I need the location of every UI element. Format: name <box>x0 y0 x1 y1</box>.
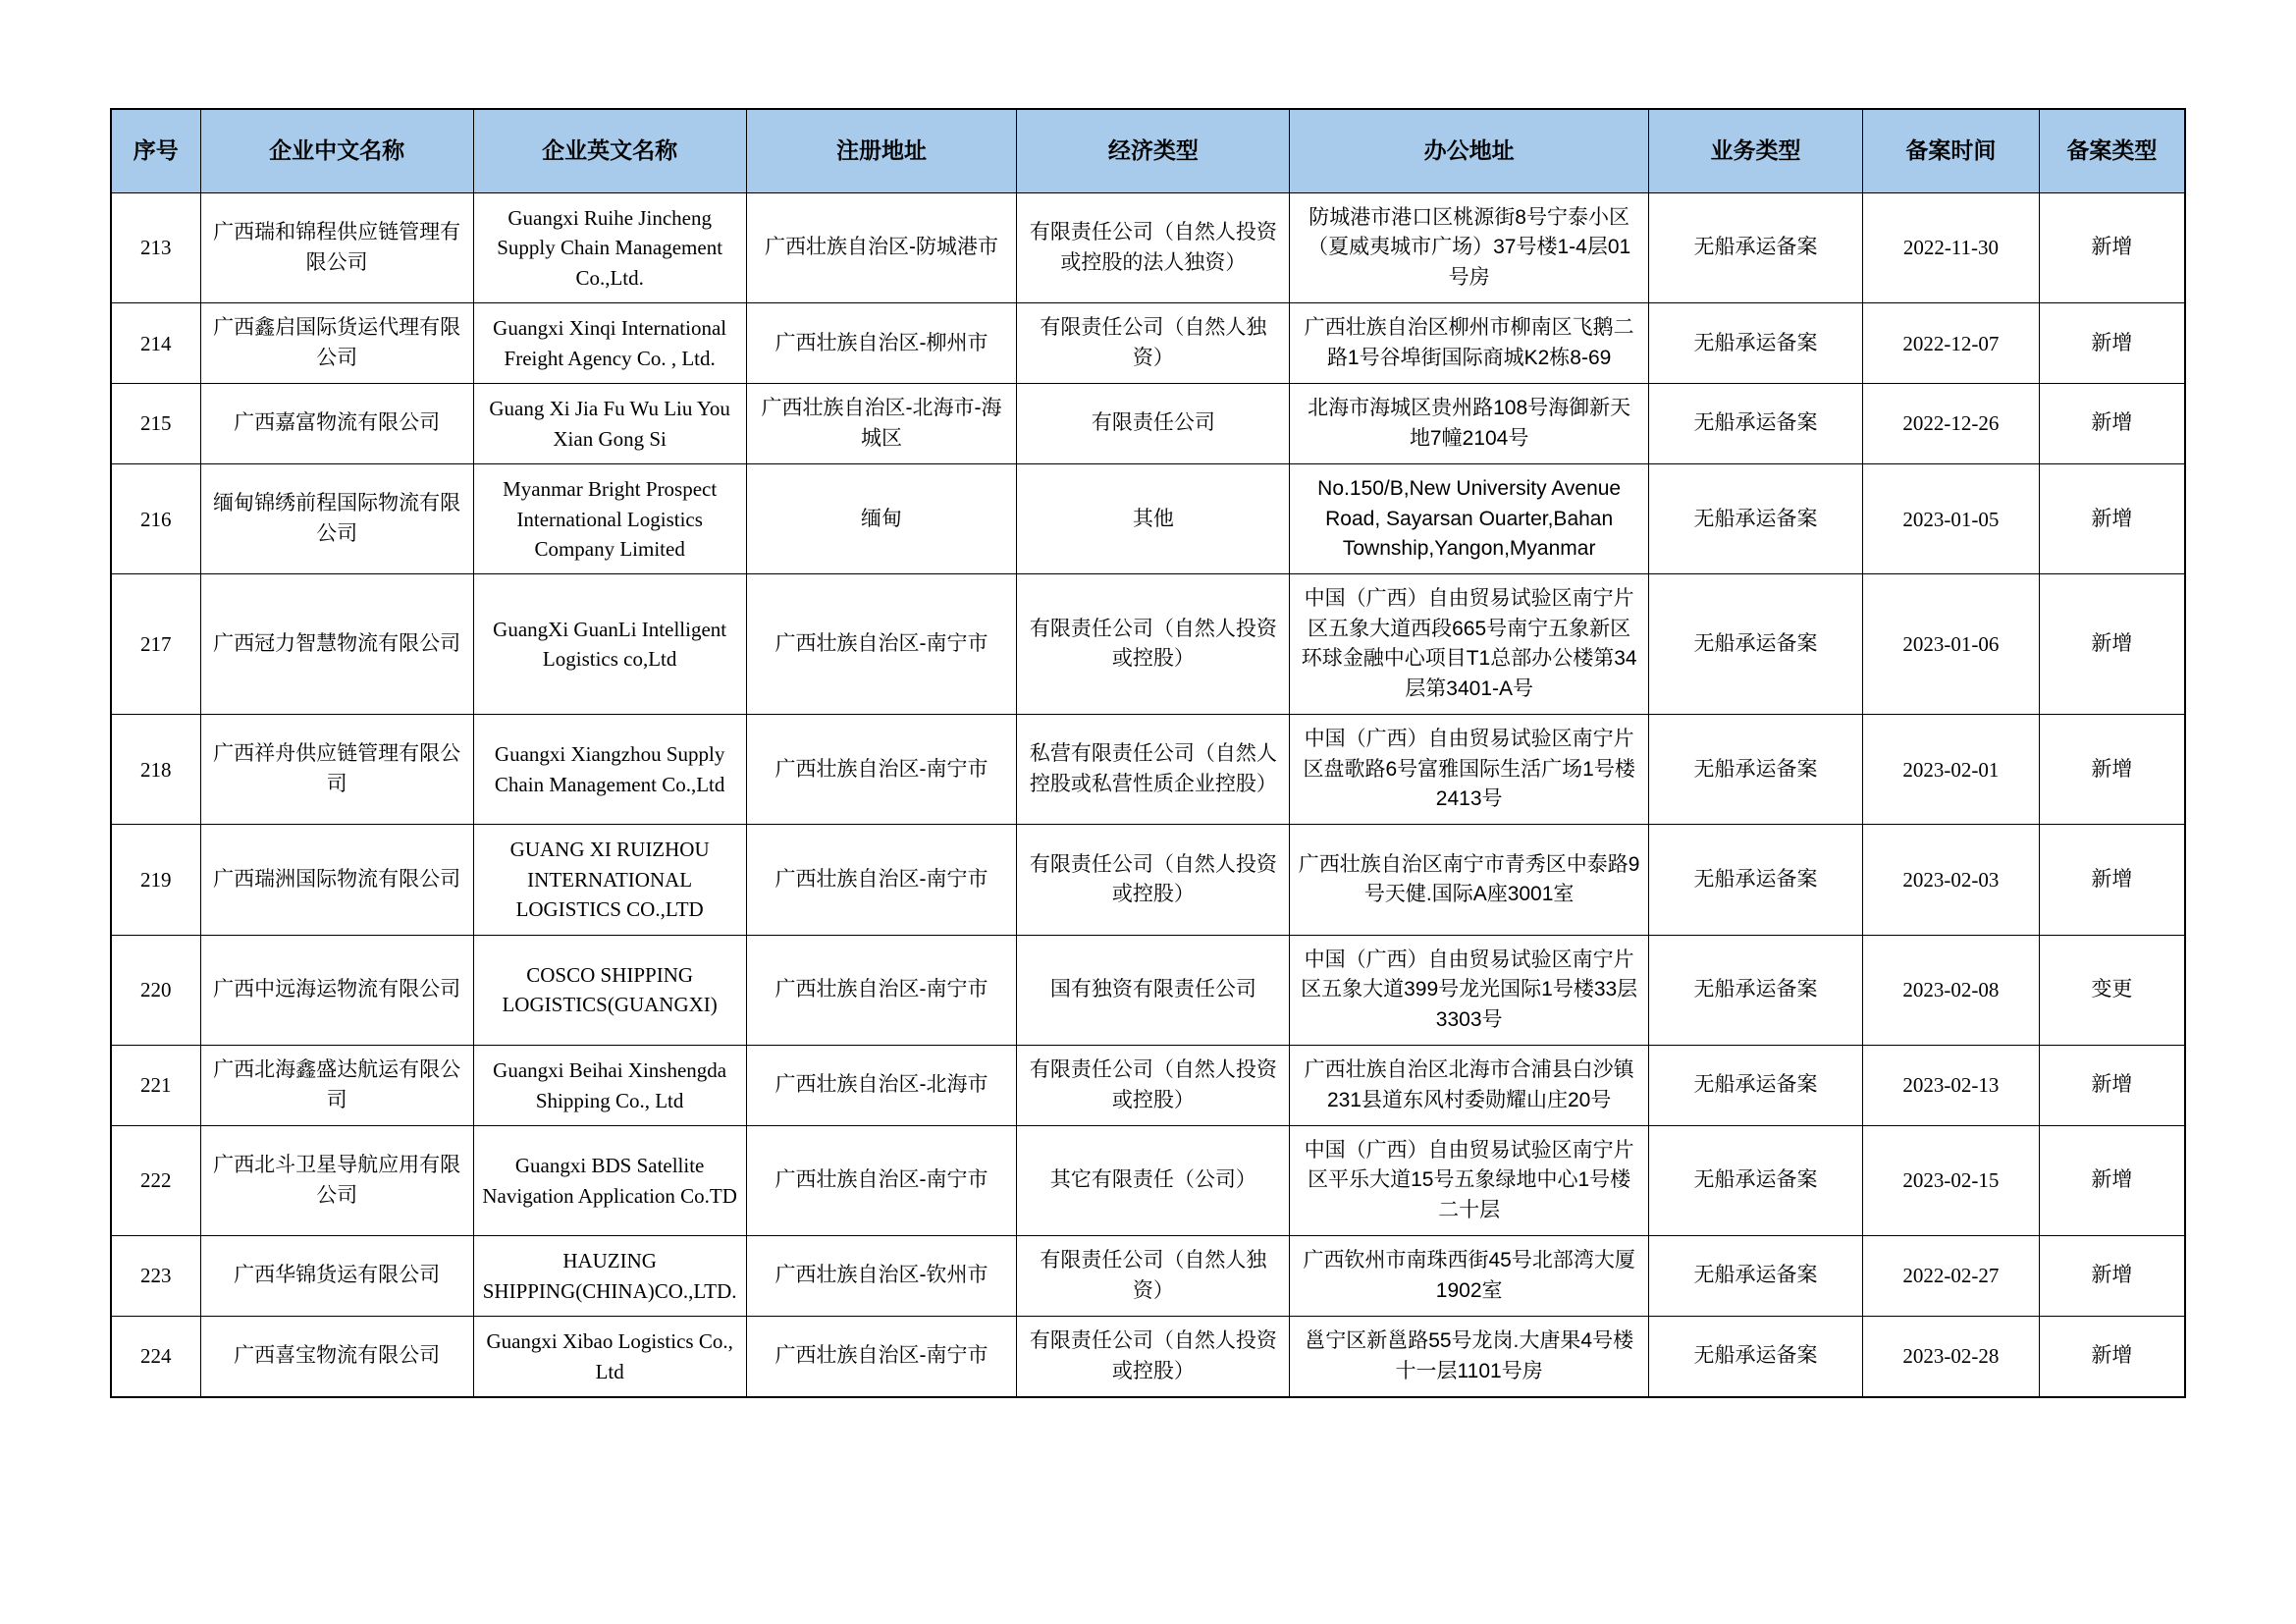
cell-office-address: 广西钦州市南珠西街45号北部湾大厦1902室 <box>1290 1236 1649 1317</box>
cell-econ-type: 有限责任公司（自然人投资或控股） <box>1017 1317 1290 1397</box>
cell-index: 216 <box>111 464 200 574</box>
column-header-record-type: 备案类型 <box>2039 109 2185 193</box>
table-row <box>111 1236 2185 1317</box>
cell-cn-name: 广西中远海运物流有限公司 <box>200 935 473 1045</box>
cell-record-type: 新增 <box>2039 574 2185 715</box>
cell-office-address: 广西壮族自治区北海市合浦县白沙镇231县道东风村委勋耀山庄20号 <box>1290 1046 1649 1126</box>
cell-biz-type: 无船承运备案 <box>1648 1236 1862 1317</box>
cell-record-type: 新增 <box>2039 825 2185 935</box>
cell-reg-address: 广西壮族自治区-防城港市 <box>746 193 1017 303</box>
cell-biz-type: 无船承运备案 <box>1648 825 1862 935</box>
cell-cn-name: 广西北海鑫盛达航运有限公司 <box>200 1046 473 1126</box>
cell-biz-type: 无船承运备案 <box>1648 935 1862 1045</box>
column-header-biz-type: 业务类型 <box>1648 109 1862 193</box>
cell-index: 221 <box>111 1046 200 1126</box>
cell-biz-type: 无船承运备案 <box>1648 574 1862 715</box>
cell-reg-address: 广西壮族自治区-南宁市 <box>746 1125 1017 1235</box>
cell-index: 215 <box>111 384 200 464</box>
cell-record-time: 2022-02-27 <box>1863 1236 2040 1317</box>
cell-reg-address: 广西壮族自治区-南宁市 <box>746 1317 1017 1397</box>
cell-record-time: 2023-02-01 <box>1863 715 2040 825</box>
cell-index: 213 <box>111 193 200 303</box>
cell-office-address: 广西壮族自治区柳州市柳南区飞鹅二路1号谷埠街国际商城K2栋8-69 <box>1290 303 1649 384</box>
cell-record-type: 新增 <box>2039 1317 2185 1397</box>
cell-cn-name: 广西瑞洲国际物流有限公司 <box>200 825 473 935</box>
cell-record-time: 2023-02-08 <box>1863 935 2040 1045</box>
cell-office-address: 中国（广西）自由贸易试验区南宁片区五象大道399号龙光国际1号楼33层3303号 <box>1290 935 1649 1045</box>
cell-en-name: GuangXi GuanLi Intelligent Logistics co,Ltd <box>473 574 746 715</box>
cell-cn-name: 广西嘉富物流有限公司 <box>200 384 473 464</box>
cell-biz-type: 无船承运备案 <box>1648 1125 1862 1235</box>
cell-record-time: 2022-11-30 <box>1863 193 2040 303</box>
cell-cn-name: 广西喜宝物流有限公司 <box>200 1317 473 1397</box>
cell-reg-address: 广西壮族自治区-南宁市 <box>746 574 1017 715</box>
column-header-reg-address: 注册地址 <box>746 109 1017 193</box>
cell-cn-name: 广西祥舟供应链管理有限公司 <box>200 715 473 825</box>
table-row <box>111 825 2185 935</box>
cell-index: 222 <box>111 1125 200 1235</box>
cell-record-type: 新增 <box>2039 464 2185 574</box>
cell-record-type: 变更 <box>2039 935 2185 1045</box>
cell-record-time: 2023-02-13 <box>1863 1046 2040 1126</box>
column-header-index: 序号 <box>111 109 200 193</box>
cell-office-address: 邕宁区新邕路55号龙岗.大唐果4号楼十一层1101号房 <box>1290 1317 1649 1397</box>
cell-record-type: 新增 <box>2039 1236 2185 1317</box>
cell-econ-type: 有限责任公司（自然人投资或控股的法人独资） <box>1017 193 1290 303</box>
cell-record-type: 新增 <box>2039 1125 2185 1235</box>
table-row <box>111 193 2185 303</box>
cell-en-name: HAUZING SHIPPING(CHINA)CO.,LTD. <box>473 1236 746 1317</box>
cell-index: 219 <box>111 825 200 935</box>
cell-index: 218 <box>111 715 200 825</box>
cell-biz-type: 无船承运备案 <box>1648 303 1862 384</box>
cell-record-type: 新增 <box>2039 715 2185 825</box>
table-header-row <box>111 109 2185 193</box>
cell-biz-type: 无船承运备案 <box>1648 1046 1862 1126</box>
cell-record-time: 2022-12-07 <box>1863 303 2040 384</box>
cell-reg-address: 缅甸 <box>746 464 1017 574</box>
column-header-econ-type: 经济类型 <box>1017 109 1290 193</box>
cell-econ-type: 有限责任公司（自然人投资或控股） <box>1017 574 1290 715</box>
cell-index: 224 <box>111 1317 200 1397</box>
column-header-record-time: 备案时间 <box>1863 109 2040 193</box>
table-row <box>111 1046 2185 1126</box>
cell-cn-name: 广西冠力智慧物流有限公司 <box>200 574 473 715</box>
table-row <box>111 715 2185 825</box>
cell-cn-name: 广西北斗卫星导航应用有限公司 <box>200 1125 473 1235</box>
cell-record-type: 新增 <box>2039 384 2185 464</box>
cell-en-name: Myanmar Bright Prospect International Logistics Company Limited <box>473 464 746 574</box>
cell-index: 214 <box>111 303 200 384</box>
cell-office-address: 广西壮族自治区南宁市青秀区中泰路9号天健.国际A座3001室 <box>1290 825 1649 935</box>
table-row <box>111 303 2185 384</box>
cell-econ-type: 国有独资有限责任公司 <box>1017 935 1290 1045</box>
cell-en-name: Guangxi Xibao Logistics Co., Ltd <box>473 1317 746 1397</box>
cell-record-time: 2023-01-05 <box>1863 464 2040 574</box>
cell-index: 220 <box>111 935 200 1045</box>
cell-biz-type: 无船承运备案 <box>1648 384 1862 464</box>
cell-econ-type: 私营有限责任公司（自然人控股或私营性质企业控股） <box>1017 715 1290 825</box>
cell-en-name: GUANG XI RUIZHOU INTERNATIONAL LOGISTICS CO.,LTD <box>473 825 746 935</box>
cell-reg-address: 广西壮族自治区-北海市 <box>746 1046 1017 1126</box>
cell-reg-address: 广西壮族自治区-北海市-海城区 <box>746 384 1017 464</box>
cell-index: 223 <box>111 1236 200 1317</box>
cell-cn-name: 广西华锦货运有限公司 <box>200 1236 473 1317</box>
cell-en-name: Guangxi BDS Satellite Navigation Application Co.TD <box>473 1125 746 1235</box>
cell-econ-type: 有限责任公司（自然人独资） <box>1017 303 1290 384</box>
column-header-office-address: 办公地址 <box>1290 109 1649 193</box>
cell-cn-name: 广西鑫启国际货运代理有限公司 <box>200 303 473 384</box>
cell-econ-type: 有限责任公司 <box>1017 384 1290 464</box>
cell-en-name: Guangxi Ruihe Jincheng Supply Chain Management Co.,Ltd. <box>473 193 746 303</box>
cell-reg-address: 广西壮族自治区-钦州市 <box>746 1236 1017 1317</box>
cell-biz-type: 无船承运备案 <box>1648 1317 1862 1397</box>
cell-reg-address: 广西壮族自治区-南宁市 <box>746 715 1017 825</box>
table-row <box>111 574 2185 715</box>
cell-office-address: No.150/B,New University Avenue Road, Sayarsan Ouarter,Bahan Township,Yangon,Myanmar <box>1290 464 1649 574</box>
cell-record-time: 2023-01-06 <box>1863 574 2040 715</box>
cell-biz-type: 无船承运备案 <box>1648 464 1862 574</box>
cell-record-time: 2023-02-28 <box>1863 1317 2040 1397</box>
cell-en-name: Guangxi Xinqi International Freight Agency Co. , Ltd. <box>473 303 746 384</box>
nvocc-registration-table <box>110 108 2186 1398</box>
column-header-cn-name: 企业中文名称 <box>200 109 473 193</box>
table-row <box>111 935 2185 1045</box>
cell-reg-address: 广西壮族自治区-南宁市 <box>746 935 1017 1045</box>
cell-econ-type: 有限责任公司（自然人独资） <box>1017 1236 1290 1317</box>
cell-reg-address: 广西壮族自治区-南宁市 <box>746 825 1017 935</box>
cell-record-time: 2023-02-15 <box>1863 1125 2040 1235</box>
table-header <box>111 109 2185 193</box>
cell-record-type: 新增 <box>2039 1046 2185 1126</box>
table-row <box>111 384 2185 464</box>
cell-biz-type: 无船承运备案 <box>1648 715 1862 825</box>
cell-cn-name: 广西瑞和锦程供应链管理有限公司 <box>200 193 473 303</box>
cell-econ-type: 有限责任公司（自然人投资或控股） <box>1017 825 1290 935</box>
cell-office-address: 北海市海城区贵州路108号海御新天地7幢2104号 <box>1290 384 1649 464</box>
cell-en-name: COSCO SHIPPING LOGISTICS(GUANGXI) <box>473 935 746 1045</box>
column-header-en-name: 企业英文名称 <box>473 109 746 193</box>
cell-office-address: 中国（广西）自由贸易试验区南宁片区五象大道西段665号南宁五象新区环球金融中心项目T1总部办公楼第34层第3401-A号 <box>1290 574 1649 715</box>
cell-record-type: 新增 <box>2039 303 2185 384</box>
cell-office-address: 防城港市港口区桃源街8号宁泰小区（夏威夷城市广场）37号楼1-4层01号房 <box>1290 193 1649 303</box>
cell-office-address: 中国（广西）自由贸易试验区南宁片区平乐大道15号五象绿地中心1号楼二十层 <box>1290 1125 1649 1235</box>
table-row <box>111 464 2185 574</box>
table-row <box>111 1125 2185 1235</box>
cell-en-name: Guangxi Xiangzhou Supply Chain Management Co.,Ltd <box>473 715 746 825</box>
cell-record-time: 2022-12-26 <box>1863 384 2040 464</box>
cell-record-time: 2023-02-03 <box>1863 825 2040 935</box>
cell-biz-type: 无船承运备案 <box>1648 193 1862 303</box>
cell-en-name: Guang Xi Jia Fu Wu Liu You Xian Gong Si <box>473 384 746 464</box>
table-body <box>111 193 2185 1398</box>
cell-record-type: 新增 <box>2039 193 2185 303</box>
cell-econ-type: 其它有限责任（公司） <box>1017 1125 1290 1235</box>
table-row <box>111 1317 2185 1397</box>
cell-office-address: 中国（广西）自由贸易试验区南宁片区盘歌路6号富雅国际生活广场1号楼2413号 <box>1290 715 1649 825</box>
cell-reg-address: 广西壮族自治区-柳州市 <box>746 303 1017 384</box>
cell-econ-type: 其他 <box>1017 464 1290 574</box>
cell-index: 217 <box>111 574 200 715</box>
cell-cn-name: 缅甸锦绣前程国际物流有限公司 <box>200 464 473 574</box>
cell-econ-type: 有限责任公司（自然人投资或控股） <box>1017 1046 1290 1126</box>
cell-en-name: Guangxi Beihai Xinshengda Shipping Co., Ltd <box>473 1046 746 1126</box>
